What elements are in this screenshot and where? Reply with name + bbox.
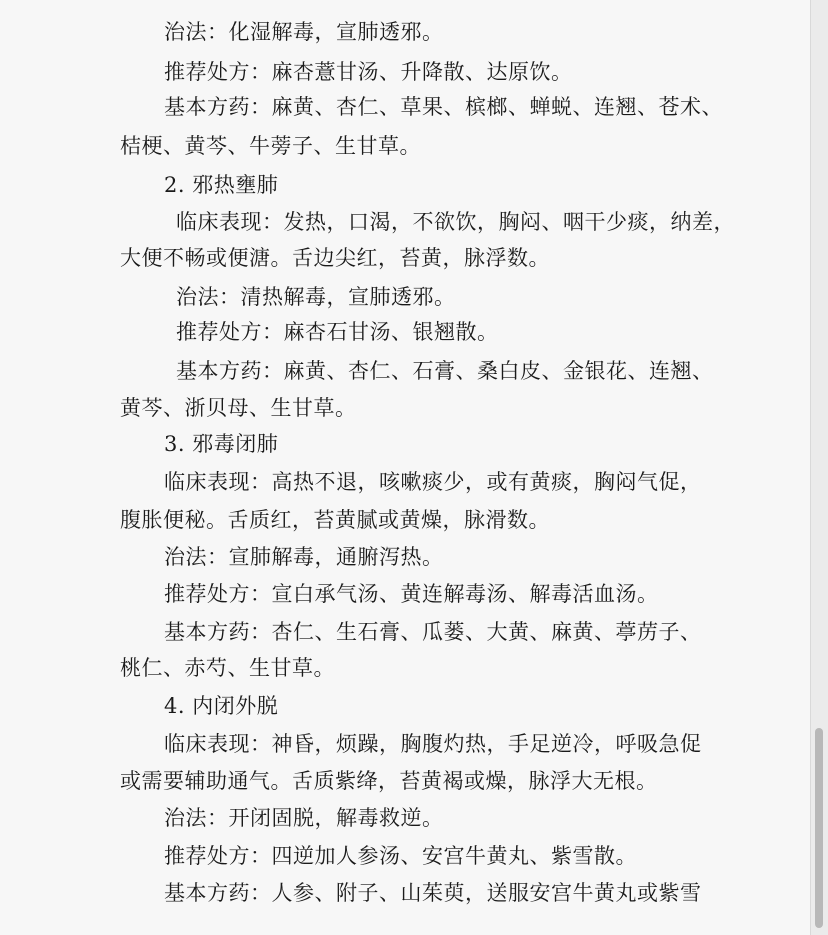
text-line: 治法：开闭固脱，解毒救逆。 bbox=[164, 806, 444, 830]
section-heading: 2. 邪热壅肺 bbox=[164, 173, 279, 197]
text-line: 基本方药：人参、附子、山茱萸，送服安宫牛黄丸或紫雪 bbox=[164, 881, 702, 905]
text-line: 基本方药：麻黄、杏仁、草果、槟榔、蝉蜕、连翘、苍术、 bbox=[164, 95, 723, 119]
text-line: 推荐处方：宣白承气汤、黄连解毒汤、解毒活血汤。 bbox=[164, 582, 659, 606]
text-line: 或需要辅助通气。舌质紫绛，苔黄褐或燥，脉浮大无根。 bbox=[120, 769, 658, 793]
text-line: 基本方药：麻黄、杏仁、石膏、桑白皮、金银花、连翘、 bbox=[176, 359, 714, 383]
text-line: 治法：清热解毒，宣肺透邪。 bbox=[176, 285, 456, 309]
text-line: 黄芩、浙贝母、生甘草。 bbox=[120, 396, 357, 420]
scrollbar-thumb[interactable] bbox=[815, 728, 823, 928]
text-line: 治法：宣肺解毒，通腑泻热。 bbox=[164, 545, 444, 569]
text-line: 基本方药：杏仁、生石膏、瓜蒌、大黄、麻黄、葶苈子、 bbox=[164, 620, 702, 644]
text-line: 临床表现：高热不退，咳嗽痰少，或有黄痰，胸闷气促， bbox=[164, 470, 702, 494]
section-heading: 4. 内闭外脱 bbox=[164, 694, 279, 718]
text-line: 桃仁、赤芍、生甘草。 bbox=[120, 656, 335, 680]
text-line: 推荐处方：麻杏石甘汤、银翘散。 bbox=[176, 320, 499, 344]
text-line: 腹胀便秘。舌质红，苔黄腻或黄燥，脉滑数。 bbox=[120, 508, 550, 532]
section-heading: 3. 邪毒闭肺 bbox=[164, 432, 279, 456]
text-line: 临床表现：神昏，烦躁，胸腹灼热，手足逆冷，呼吸急促 bbox=[164, 732, 702, 756]
text-line: 推荐处方：麻杏薏甘汤、升降散、达原饮。 bbox=[164, 60, 573, 84]
text-line: 桔梗、黄芩、牛蒡子、生甘草。 bbox=[120, 134, 421, 158]
text-line: 临床表现：发热，口渴，不欲饮，胸闷、咽干少痰，纳差， bbox=[176, 210, 735, 234]
text-line: 大便不畅或便溏。舌边尖红，苔黄，脉浮数。 bbox=[120, 246, 550, 270]
text-line: 推荐处方：四逆加人参汤、安宫牛黄丸、紫雪散。 bbox=[164, 844, 637, 868]
text-line: 治法：化湿解毒，宣肺透邪。 bbox=[164, 20, 444, 44]
